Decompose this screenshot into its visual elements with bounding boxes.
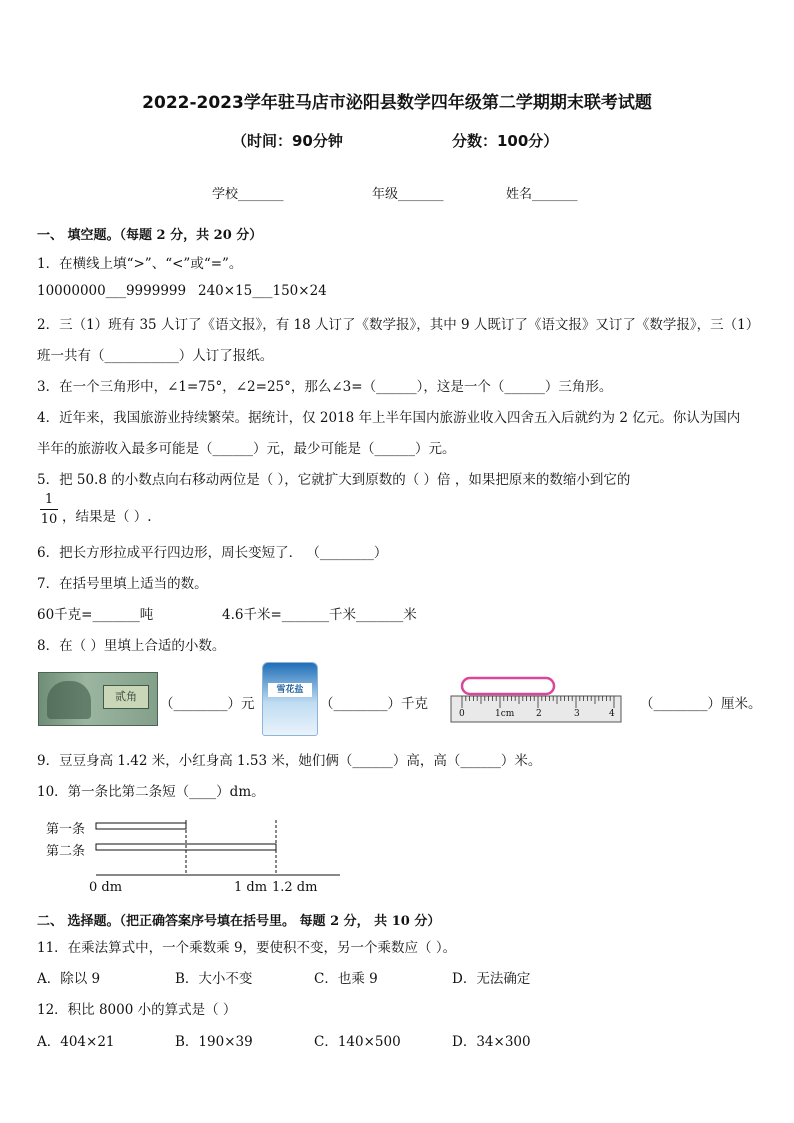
- question-1: 1．在横线上填“>”、“<”或“=”。: [37, 256, 243, 272]
- q12-option-b: B．190×39: [175, 1034, 253, 1050]
- question-8-blank-weight: （________）千克: [320, 696, 428, 712]
- question-7: 7．在括号里填上适当的数。: [37, 576, 208, 592]
- question-3: 3．在一个三角形中，∠1=75°，∠2=25°，那么∠3=（______），这是一个（______）三角形。: [37, 379, 613, 395]
- q11-option-b: B．大小不变: [175, 971, 253, 987]
- q12-option-c: C．140×500: [314, 1034, 401, 1050]
- salt-bag-label: 雪花盐: [268, 683, 312, 697]
- axis-label-1: 1 dm: [234, 880, 268, 895]
- question-1a: 10000000___9999999: [37, 283, 187, 299]
- question-9: 9．豆豆身高 1.42 米，小红身高 1.53 米，她们俩（______）高，高（______）米。: [37, 753, 542, 769]
- question-7b: 4.6千米=_______千米_______米: [222, 607, 417, 623]
- banknote-image: [38, 672, 158, 726]
- question-8: 8．在（ ）里填上合适的小数。: [37, 638, 226, 654]
- ruler-label-0: 0: [459, 709, 465, 719]
- axis-label-0: 0 dm: [89, 880, 123, 895]
- fraction-numerator: 1: [44, 492, 54, 507]
- axis-label-12: 1.2 dm: [272, 880, 318, 895]
- q11-option-c: C．也乘 9: [314, 971, 378, 987]
- line2-label: 第二条: [46, 844, 86, 859]
- ruler-label-3: 3: [574, 709, 580, 719]
- question-2-line2: 班一共有（___________）人订了报纸。: [37, 348, 274, 364]
- line-1-bar: [96, 823, 186, 829]
- q12-option-a: A．404×21: [37, 1034, 115, 1050]
- fraction-one-tenth: [40, 492, 58, 527]
- fraction-denominator: 10: [40, 512, 58, 527]
- question-4-line2: 半年的旅游收入最多可能是（______）元，最少可能是（______）元。: [37, 441, 456, 457]
- ruler-label-1: 1cm: [495, 709, 515, 719]
- line-diagram: [90, 815, 350, 885]
- question-5-line2: ，结果是（ ）.: [62, 509, 152, 525]
- ruler-labels: [450, 672, 630, 728]
- line1-label: 第一条: [46, 822, 86, 837]
- exam-score: 分数：100分）: [452, 132, 559, 150]
- school-field: 学校_______: [212, 187, 284, 202]
- question-10: 10．第一条比第二条短（____）dm。: [37, 784, 265, 800]
- ruler-label-2: 2: [536, 709, 542, 719]
- name-field: 姓名_______: [506, 187, 578, 202]
- exam-time: （时间：90分钟: [232, 132, 343, 150]
- banknote-value: 贰角: [103, 685, 149, 709]
- question-11: 11．在乘法算式中，一个乘数乘 9，要使积不变，另一个乘数应（ ）。: [37, 940, 457, 956]
- q11-option-a: A．除以 9: [37, 971, 101, 987]
- q11-option-d: D．无法确定: [452, 971, 531, 987]
- question-2-line1: 2．三（1）班有 35 人订了《语文报》，有 18 人订了《数学报》，其中 9 人既订了《语文报》又订了《数学报》，三（1）: [37, 317, 760, 333]
- grade-field: 年级_______: [372, 187, 444, 202]
- question-8-blank-money: （________）元: [160, 696, 255, 712]
- question-4-line1: 4．近年来，我国旅游业持续繁荣。据统计，仅 2018 年上半年国内旅游业收入四舍五入后就约为 2 亿元。你认为国内: [37, 410, 741, 426]
- question-5-line1: 5．把 50.8 的小数点向右移动两位是（ ），它就扩大到原数的（ ）倍 ，如果把原来的数缩小到它的: [37, 472, 631, 488]
- salt-bag-image: [262, 662, 318, 736]
- fraction-bar: [40, 509, 58, 510]
- question-7a: 60千克=_______吨: [37, 607, 154, 623]
- ruler-label-4: 4: [609, 709, 615, 719]
- question-1b: 240×15___150×24: [198, 283, 327, 299]
- question-12: 12．积比 8000 小的算式是（ ）: [37, 1002, 237, 1018]
- question-8-blank-length: （________）厘米。: [640, 696, 762, 712]
- page-title: 2022-2023学年驻马店市泌阳县数学四年级第二学期期末联考试题: [142, 93, 652, 113]
- section-heading-choice: 二、 选择题。（把正确答案序号填在括号里。 每题 2 分， 共 10 分）: [37, 914, 441, 929]
- section-heading-fill: 一、 填空题。（每题 2 分，共 20 分）: [37, 228, 263, 243]
- portrait-icon: [47, 681, 91, 719]
- question-6: 6．把长方形拉成平行四边形，周长变短了． （________）: [37, 545, 388, 561]
- q12-option-d: D．34×300: [452, 1034, 531, 1050]
